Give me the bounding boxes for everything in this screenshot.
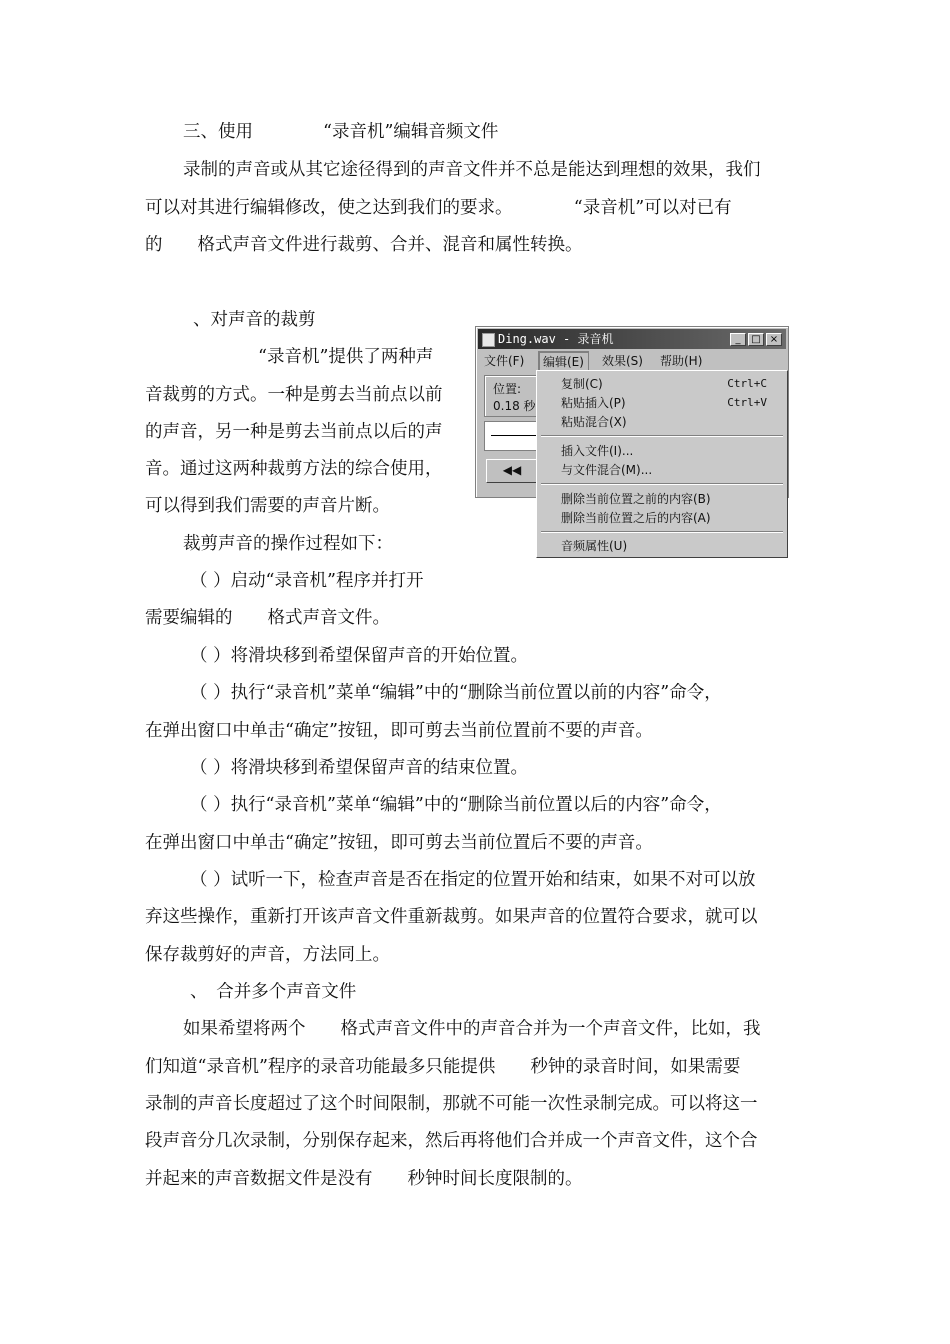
section-heading-3: 三、使用 “录音机”编辑音频文件 <box>183 122 499 142</box>
step-line: 保存裁剪好的声音，方法同上。 <box>145 945 390 965</box>
menu-edit[interactable]: 编辑(E) <box>538 351 589 373</box>
paragraph-line: 可以对其进行编辑修改，使之达到我们的要求。 “录音机”可以对已有 <box>145 198 732 218</box>
sound-recorder-screenshot <box>475 326 789 558</box>
paragraph-line: 录制的声音长度超过了这个时间限制，那就不可能一次性录制完成。可以将这一 <box>145 1094 758 1114</box>
menu-item-copy[interactable]: 复制(C) <box>561 377 603 391</box>
menu-item-delete-after[interactable]: 删除当前位置之后的内容(A) <box>561 511 711 525</box>
menu-effects[interactable]: 效果(S) <box>602 354 643 368</box>
step-line: 在弹出窗口中单击“确定”按钮，即可剪去当前位置后不要的声音。 <box>145 833 653 853</box>
step-line: （ ）启动“录音机”程序并打开 <box>190 571 424 591</box>
app-icon <box>482 333 495 347</box>
step-line: （ ）试听一下，检查声音是否在指定的位置开始和结束，如果不对可以放 <box>190 870 756 890</box>
menu-separator <box>541 531 783 533</box>
menu-file[interactable]: 文件(F) <box>484 354 525 368</box>
step-line: （ ）将滑块移到希望保留声音的开始位置。 <box>190 646 529 666</box>
menu-item-audio-properties[interactable]: 音频属性(U) <box>561 539 628 553</box>
window-title: Ding.wav - 录音机 <box>498 332 614 346</box>
position-label: 位置: <box>493 382 522 396</box>
paragraph-line: 如果希望将两个 格式声音文件中的声音合并为一个声音文件，比如，我 <box>183 1019 761 1039</box>
step-line: （ ）将滑块移到希望保留声音的结束位置。 <box>190 758 529 778</box>
maximize-button[interactable]: □ <box>748 333 764 346</box>
step-line: （ ）执行“录音机”菜单“编辑”中的“删除当前位置以前的内容”命令， <box>190 683 722 703</box>
paragraph-line: 们知道“录音机”程序的录音功能最多只能提供 秒钟的录音时间，如果需要 <box>145 1057 741 1077</box>
step-line: 需要编辑的 格式声音文件。 <box>145 608 390 628</box>
shortcut-copy: Ctrl+C <box>727 377 767 390</box>
menu-item-delete-before[interactable]: 删除当前位置之前的内容(B) <box>561 492 711 506</box>
paragraph-line: “录音机”提供了两种声 <box>258 347 434 367</box>
subsection-heading-merge: 、 合并多个声音文件 <box>190 982 357 1002</box>
position-value: 0.18 秒 <box>493 399 536 413</box>
paragraph-line: 音裁剪的方式。一种是剪去当前点以前 <box>145 385 443 405</box>
step-line: 在弹出窗口中单击“确定”按钮，即可剪去当前位置前不要的声音。 <box>145 721 653 741</box>
menu-item-mix-with-file[interactable]: 与文件混合(M)... <box>561 463 653 477</box>
paragraph-line: 段声音分几次录制，分别保存起来，然后再将他们合并成一个声音文件，这个合 <box>145 1131 758 1151</box>
paragraph-line: 录制的声音或从其它途径得到的声音文件并不总是能达到理想的效果，我们 <box>183 160 761 180</box>
minimize-button[interactable]: _ <box>730 333 746 346</box>
close-button[interactable]: × <box>766 333 782 346</box>
menu-item-insert-file[interactable]: 插入文件(I)... <box>561 444 634 458</box>
step-line: （ ）执行“录音机”菜单“编辑”中的“删除当前位置以后的内容”命令， <box>190 795 722 815</box>
subsection-heading-trim: 、对声音的裁剪 <box>193 310 316 330</box>
paragraph-line: 可以得到我们需要的声音片断。 <box>145 496 390 516</box>
menu-help[interactable]: 帮助(H) <box>660 354 703 368</box>
edit-menu-dropdown <box>536 370 788 558</box>
rewind-button[interactable]: ◀◀ <box>486 459 538 483</box>
menu-separator <box>541 483 783 485</box>
shortcut-paste: Ctrl+V <box>727 396 767 409</box>
paragraph-line: 音。通过这两种裁剪方法的综合使用， <box>145 459 443 479</box>
menu-item-paste-insert[interactable]: 粘贴插入(P) <box>561 396 626 410</box>
paragraph-line: 裁剪声音的操作过程如下： <box>183 534 393 554</box>
menu-separator <box>541 435 783 437</box>
menu-item-paste-mix[interactable]: 粘贴混合(X) <box>561 415 627 429</box>
paragraph-line: 并起来的声音数据文件是没有 秒钟时间长度限制的。 <box>145 1169 583 1189</box>
menu-bar <box>478 351 786 371</box>
paragraph-line: 的声音，另一种是剪去当前点以后的声 <box>145 422 443 442</box>
paragraph-line: 的 格式声音文件进行裁剪、合并、混音和属性转换。 <box>145 235 583 255</box>
title-bar <box>478 329 786 349</box>
step-line: 弃这些操作，重新打开该声音文件重新裁剪。如果声音的位置符合要求，就可以 <box>145 907 758 927</box>
